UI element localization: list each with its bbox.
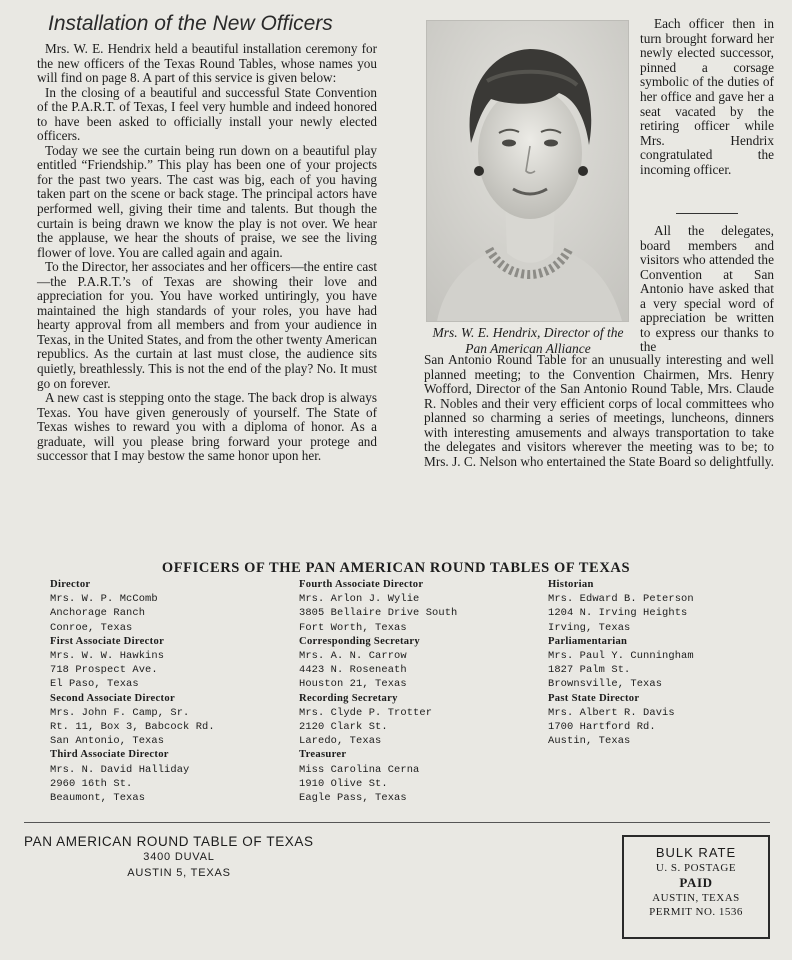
officer-city: Fort Worth, Texas xyxy=(299,621,407,634)
officer-entry xyxy=(50,635,280,692)
officer-role: Fourth Associate Director xyxy=(299,579,424,590)
article-left-column xyxy=(37,42,377,464)
article-paragraph: San Antonio Round Table for an unusually interesting and well planned meeting; to the Convention Chairmen, Mrs. Henry Wofford, Director of the San Antonio Round Table, Mrs. Claude R. Nobles and their very efficient corps of local committees who planned so charming a series of meetings, luncheons, dinners with interesting amusements and always transportation to take the delegates and visitors wherever the meeting was to be; to Mrs. J. C. Nelson who entertained the State Board so delightfully. xyxy=(424,352,774,469)
officer-address: 2960 16th St. xyxy=(50,777,133,790)
photo-caption: Mrs. W. E. Hendrix, Director of the Pan American Alliance xyxy=(432,325,624,356)
officer-role: First Associate Director xyxy=(50,635,165,647)
officer-entry xyxy=(548,692,778,749)
return-address-org: PAN AMERICAN ROUND TABLE OF TEXAS xyxy=(24,834,314,849)
officer-address: 1910 Olive St. xyxy=(299,777,388,790)
article-paragraph: A new cast is stepping onto the stage. The back drop is always Texas. You have given generously of yourself. The State of Texas wishes to reward you with a diploma of honor. As a graduate, will you please bring forward your protege and successor that I may bestow the same honor upon her. xyxy=(37,390,377,464)
officer-city: Beaumont, Texas xyxy=(50,792,146,805)
article-right-middle xyxy=(640,224,774,355)
officer-name: Miss Carolina Cerna xyxy=(299,763,420,776)
officer-role: Parliamentarian xyxy=(548,635,628,647)
officer-role: Corresponding Secretary xyxy=(299,635,420,647)
officer-role: Director xyxy=(50,579,91,590)
officer-entry xyxy=(299,692,529,749)
officer-entry xyxy=(548,635,778,692)
officer-name: Mrs. Arlon J. Wylie xyxy=(299,593,420,606)
portrait-photo xyxy=(426,20,629,322)
officer-entry xyxy=(50,578,280,635)
officer-address: 4423 N. Roseneath xyxy=(299,664,407,677)
officer-name: Mrs. W. W. Hawkins xyxy=(50,650,165,663)
officers-heading: OFFICERS OF THE PAN AMERICAN ROUND TABLES OF TEXAS xyxy=(161,560,631,576)
footer-divider xyxy=(24,822,770,823)
article-paragraph: To the Director, her associates and her officers—the entire cast—the P.A.R.T.’s of Texas are showing their love and appreciation for you. You have worked untiringly, you have maintained the high standards of your roles, you have had hearty approval from all members and from your audience in Texas, in the United States, and from the other twenty American republics. As the curtain at last must close, the audience sits quietly, breathlessly. This is not the end of the play? No. It must go on forever. xyxy=(37,259,377,391)
postage-paid: PAID xyxy=(679,875,713,890)
officer-name: Mrs. A. N. Carrow xyxy=(299,650,407,663)
postage-city: AUSTIN, TEXAS xyxy=(652,892,740,904)
officer-entry xyxy=(50,748,280,805)
officer-address: 1700 Hartford Rd. xyxy=(548,721,656,734)
officer-role: Third Associate Director xyxy=(50,749,169,761)
return-address-street: 3400 DUVAL xyxy=(143,851,215,863)
officer-city: Irving, Texas xyxy=(548,621,631,634)
officer-address: 1204 N. Irving Heights xyxy=(548,607,688,620)
section-divider xyxy=(676,213,738,214)
officer-city: San Antonio, Texas xyxy=(50,735,165,748)
portrait-illustration xyxy=(427,21,628,321)
postage-us: U. S. POSTAGE xyxy=(655,862,737,874)
officer-name: Mrs. Albert R. Davis xyxy=(548,706,675,719)
article-paragraph: Each officer then in turn brought forward her newly elected successor, pinned a corsage symbolic of the duties of her office and gave her a seat vacated by the retiring officer while Mrs. Hendrix congratulated the incoming officer. xyxy=(640,16,774,177)
article-title: Installation of the New Officers xyxy=(48,12,333,35)
officers-column-3 xyxy=(548,578,778,748)
officer-entry xyxy=(299,748,529,805)
article-paragraph: In the closing of a beautiful and successful State Convention of the P.A.R.T. of Texas, I feel very humble and indeed honored to have been asked to officially install your newly elected officers. xyxy=(37,84,377,144)
officer-name: Mrs. Edward B. Peterson xyxy=(548,593,694,606)
officer-city: Laredo, Texas xyxy=(299,735,382,748)
officer-address: Rt. 11, Box 3, Babcock Rd. xyxy=(50,721,215,734)
officer-city: Austin, Texas xyxy=(548,735,631,748)
article-paragraph: All the delegates, board members and visitors who attended the Convention at San Antonio have asked that a very special word of appreciation be written to express our thanks to the xyxy=(640,223,774,355)
officer-city: Eagle Pass, Texas xyxy=(299,792,407,805)
officer-name: Mrs. Clyde P. Trotter xyxy=(299,706,433,719)
officer-city: Houston 21, Texas xyxy=(299,678,407,691)
return-address xyxy=(24,834,384,881)
officer-name: Mrs. W. P. McComb xyxy=(50,593,158,606)
officer-name: Mrs. John F. Camp, Sr. xyxy=(50,706,190,719)
officer-role: Recording Secretary xyxy=(299,692,398,704)
officer-address: 1827 Palm St. xyxy=(548,664,631,677)
officers-column-1 xyxy=(50,578,280,805)
officer-role: Historian xyxy=(548,579,594,590)
officer-address: 2120 Clark St. xyxy=(299,721,388,734)
officer-role: Treasurer xyxy=(299,749,347,761)
postage-bulk-rate: BULK RATE xyxy=(655,845,737,860)
officer-role: Second Associate Director xyxy=(50,692,175,704)
officer-address: Anchorage Ranch xyxy=(50,607,146,620)
officer-address: 718 Prospect Ave. xyxy=(50,664,158,677)
officer-name: Mrs. N. David Halliday xyxy=(50,763,190,776)
postage-permit: PERMIT NO. 1536 xyxy=(649,906,743,918)
officer-city: Conroe, Texas xyxy=(50,621,133,634)
officer-entry xyxy=(299,578,529,635)
article-paragraph: Mrs. W. E. Hendrix held a beautiful installation ceremony for the new officers of the Texas Round Tables, whose names you will find on page 8. A part of this service is given below: xyxy=(37,41,377,86)
officer-city: Brownsville, Texas xyxy=(548,678,663,691)
officer-name: Mrs. Paul Y. Cunningham xyxy=(548,650,694,663)
officer-address: 3805 Bellaire Drive South xyxy=(299,607,458,620)
officer-city: El Paso, Texas xyxy=(50,678,139,691)
article-paragraph: Today we see the curtain being run down on a beautiful play entitled “Friendship.” This play has been one of your projects for the past two years. The cast was big, each of you having taken part on the scene or back stage. The principal actors have performed well, giving their time and talents. But though the curtain is being drawn we know the play is not over. We hear the applause, we hear the shouts of praise, we see the living flower of love. You are called again and again. xyxy=(37,142,377,260)
officer-entry xyxy=(548,578,778,635)
postage-indicia xyxy=(622,835,770,939)
article-right-bottom xyxy=(424,353,774,469)
officers-column-2 xyxy=(299,578,529,805)
return-address-city: AUSTIN 5, TEXAS xyxy=(127,867,231,879)
officer-entry xyxy=(50,692,280,749)
officer-entry xyxy=(299,635,529,692)
article-right-top xyxy=(640,17,774,178)
officer-role: Past State Director xyxy=(548,692,640,704)
